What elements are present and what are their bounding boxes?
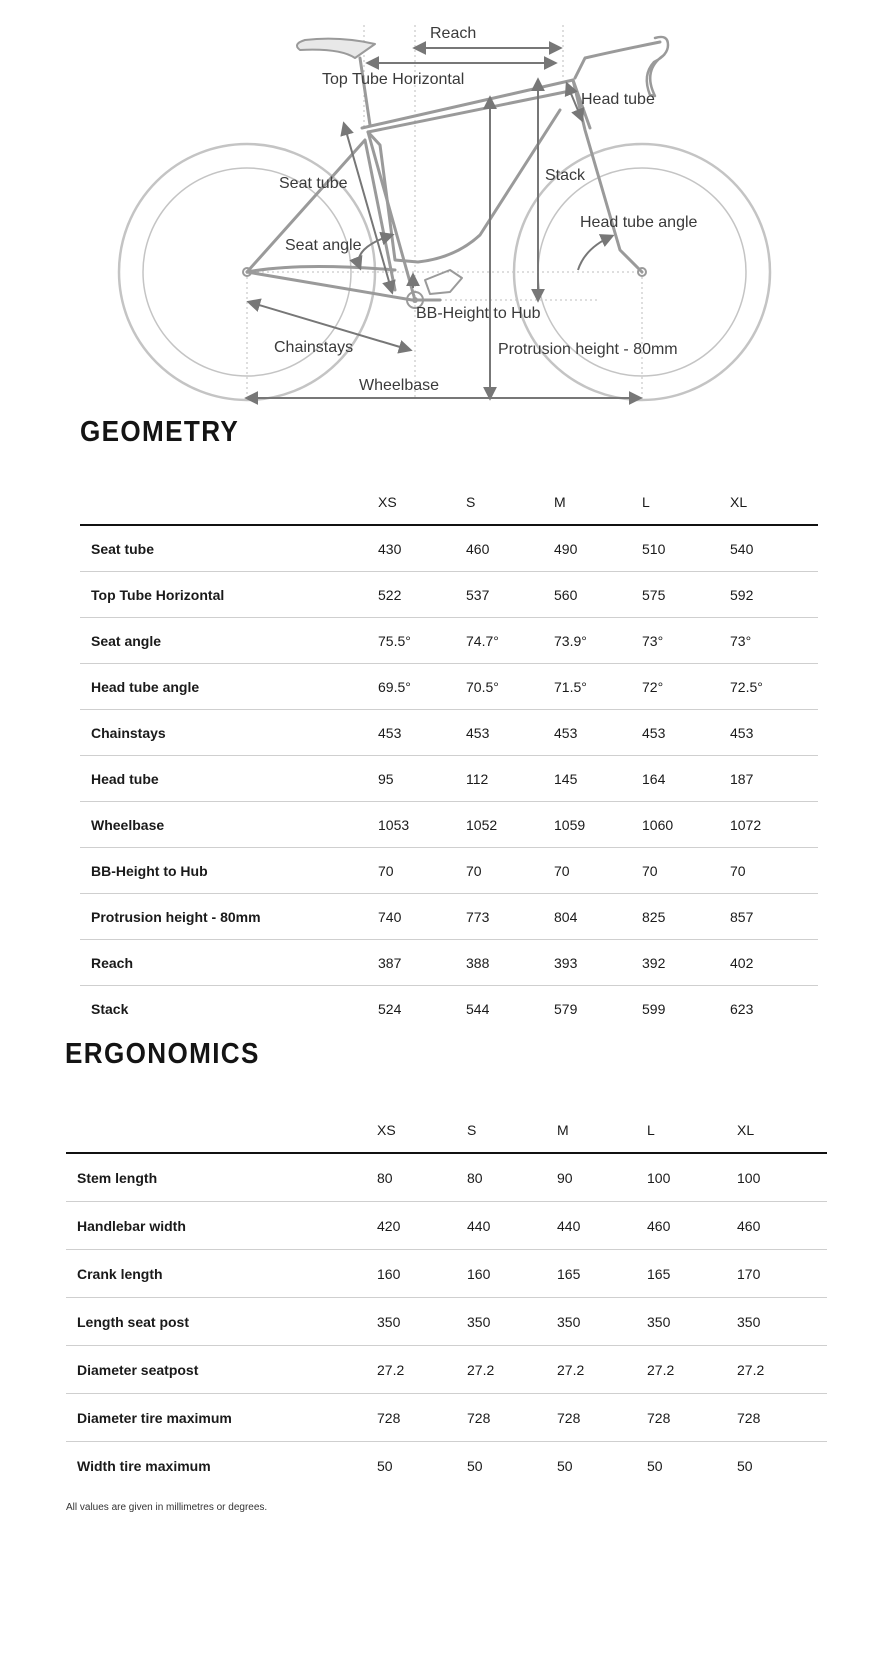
size-header: S [466,480,554,525]
cell-value: 522 [378,572,466,618]
size-header: M [557,1108,647,1153]
ergonomics-table [66,1108,827,1489]
cell-value: 50 [737,1457,753,1474]
geometry-title: GEOMETRY [80,416,240,448]
cell-value: 453 [730,710,818,756]
cell-value: 74.7° [466,618,554,664]
cell-value: 50 [557,1457,573,1474]
cell-value: 70 [642,848,730,894]
table-row [80,710,818,756]
cell-value: 453 [642,710,730,756]
cell-value: 392 [642,940,730,986]
table-row [80,618,818,664]
cell-value: 460 [466,525,554,572]
label-seat-angle: Seat angle [285,237,362,254]
row-label: Length seat post [66,1298,377,1346]
size-header: M [554,480,642,525]
table-row [80,756,818,802]
cell-value: 27.2 [737,1346,827,1394]
cell-value: 70 [466,848,554,894]
cell-value: 187 [730,756,818,802]
cell-value: 740 [378,894,466,940]
cell-value: 112 [466,756,554,802]
row-label: Width tire maximum [77,1457,211,1474]
cell-value: 1059 [554,802,642,848]
geometry-table [80,480,818,1031]
row-label: BB-Height to Hub [80,848,378,894]
ergonomics-rows [66,1153,827,1489]
table-row [66,1442,827,1490]
cell-value: 100 [737,1153,827,1202]
table-row [80,894,818,940]
table-row [66,1250,827,1298]
cell-value: 160 [377,1250,467,1298]
table-row [80,848,818,894]
header-spacer [66,1108,377,1153]
cell-value: 90 [557,1153,647,1202]
cell-value: 537 [466,572,554,618]
row-label: Handlebar width [66,1202,377,1250]
table-row [80,525,818,572]
cell-value: 460 [647,1202,737,1250]
cell-value: 72° [642,664,730,710]
row-label: Seat tube [80,525,378,572]
cell-value: 387 [378,940,466,986]
table-row [80,572,818,618]
cell-value: 27.2 [557,1346,647,1394]
cell-value: 27.2 [467,1346,557,1394]
row-label: Head tube [80,756,378,802]
row-label: Stack [91,1000,129,1017]
cell-value: 728 [467,1394,557,1442]
cell-value: 440 [467,1202,557,1250]
table-row [80,986,818,1032]
ergonomics-title: ERGONOMICS [65,1038,260,1070]
label-head-tube: Head tube [581,91,655,108]
cell-value: 100 [647,1153,737,1202]
cell-value: 579 [554,1000,578,1017]
size-header: XL [737,1108,827,1153]
cell-value: 490 [554,525,642,572]
cell-value: 728 [557,1394,647,1442]
table-row [66,1346,827,1394]
cell-value: 592 [730,572,818,618]
cell-value: 70 [378,848,466,894]
row-label: Chainstays [80,710,378,756]
label-protrusion-height: Protrusion height - 80mm [498,341,678,358]
cell-value: 510 [642,525,730,572]
cell-value: 857 [730,894,818,940]
cell-value: 1053 [378,802,466,848]
size-header: L [647,1108,737,1153]
cell-value: 560 [554,572,642,618]
cell-value: 623 [730,1000,754,1017]
table-row [66,1202,827,1250]
cell-value: 145 [554,756,642,802]
cell-value: 393 [554,940,642,986]
cell-value: 350 [467,1298,557,1346]
row-label: Wheelbase [80,802,378,848]
cell-value: 430 [378,525,466,572]
cell-value: 728 [647,1394,737,1442]
cell-value: 70 [730,848,818,894]
geometry-rows [80,525,818,1031]
cell-value: 80 [377,1153,467,1202]
cell-value: 165 [557,1250,647,1298]
ergonomics-header-row [66,1108,827,1153]
size-header: XS [378,480,466,525]
cell-value: 160 [467,1250,557,1298]
cell-value: 825 [642,894,730,940]
cell-value: 73° [730,618,818,664]
table-row [80,940,818,986]
cell-value: 1072 [730,802,818,848]
cell-value: 460 [737,1202,827,1250]
table-row [80,664,818,710]
cell-value: 1052 [466,802,554,848]
size-header: XS [377,1108,467,1153]
cell-value: 165 [647,1250,737,1298]
cell-value: 544 [466,1000,490,1017]
row-label: Seat angle [80,618,378,664]
cell-value: 71.5° [554,664,642,710]
cell-value: 453 [554,710,642,756]
cell-value: 73° [642,618,730,664]
cell-value: 80 [467,1153,557,1202]
bike-geometry-diagram [0,0,895,410]
row-label: Diameter tire maximum [66,1394,377,1442]
size-header: L [642,480,730,525]
cell-value: 728 [377,1394,467,1442]
cell-value: 170 [737,1250,827,1298]
table-row [66,1153,827,1202]
cell-value: 524 [378,1000,402,1017]
cell-value: 773 [466,894,554,940]
cell-value: 804 [554,894,642,940]
cell-value: 50 [377,1457,393,1474]
label-reach: Reach [430,25,477,42]
row-label: Top Tube Horizontal [80,572,378,618]
cell-value: 420 [377,1202,467,1250]
cell-value: 350 [377,1298,467,1346]
label-top-tube-horizontal: Top Tube Horizontal [322,71,465,88]
cell-value: 440 [557,1202,647,1250]
label-seat-tube: Seat tube [279,175,348,192]
cell-value: 350 [737,1298,827,1346]
cell-value: 1060 [642,802,730,848]
cell-value: 70 [554,848,642,894]
header-spacer [80,480,378,525]
label-bb-height-to-hub: BB-Height to Hub [416,305,541,322]
cell-value: 69.5° [378,664,466,710]
row-label: Stem length [66,1153,377,1202]
cell-value: 72.5° [730,664,818,710]
cell-value: 540 [730,525,818,572]
cell-value: 50 [467,1457,483,1474]
label-stack: Stack [545,167,586,184]
footnote: All values are given in millimetres or degrees. [66,1502,268,1513]
cell-value: 728 [737,1394,827,1442]
cell-value: 95 [378,756,466,802]
cell-value: 27.2 [647,1346,737,1394]
cell-value: 453 [378,710,466,756]
cell-value: 164 [642,756,730,802]
cell-value: 350 [557,1298,647,1346]
cell-value: 73.9° [554,618,642,664]
cell-value: 453 [466,710,554,756]
table-row [66,1298,827,1346]
size-header: S [467,1108,557,1153]
label-chainstays: Chainstays [274,339,354,356]
label-head-tube-angle: Head tube angle [580,214,698,231]
table-row [66,1394,827,1442]
cell-value: 50 [647,1457,663,1474]
row-label: Reach [80,940,378,986]
cell-value: 75.5° [378,618,466,664]
row-label: Protrusion height - 80mm [80,894,378,940]
cell-value: 70.5° [466,664,554,710]
geometry-header-row [80,480,818,525]
cell-value: 350 [647,1298,737,1346]
cell-value: 388 [466,940,554,986]
cell-value: 27.2 [377,1346,467,1394]
label-wheelbase: Wheelbase [359,377,440,394]
row-label: Crank length [66,1250,377,1298]
row-label: Diameter seatpost [66,1346,377,1394]
cell-value: 575 [642,572,730,618]
cell-value: 402 [730,940,818,986]
table-row [80,802,818,848]
cell-value: 599 [642,1000,666,1017]
size-header: XL [730,480,818,525]
row-label: Head tube angle [80,664,378,710]
